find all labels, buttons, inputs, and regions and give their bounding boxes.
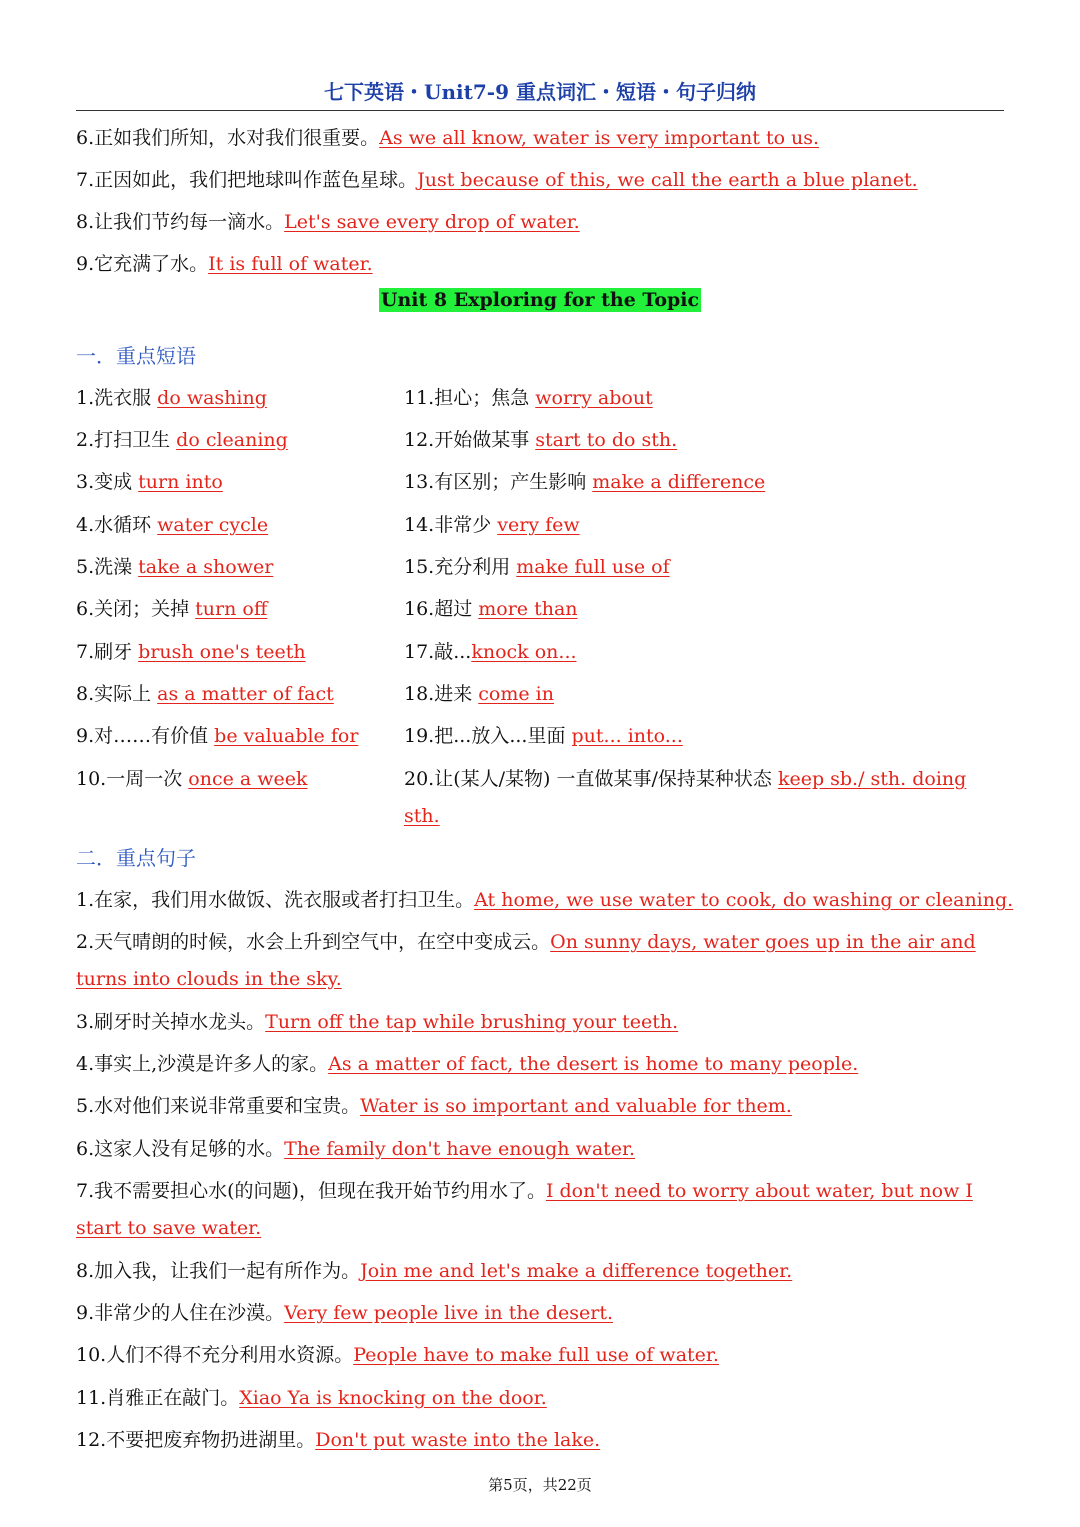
phrase-answer: water cycle [157,514,269,536]
phrase-zh: 9.对……有价值 [76,725,215,747]
phrase-answer: make a difference [592,471,766,493]
sentence-zh: 11.肖雅正在敲门。 [76,1387,240,1409]
sentence-zh: 2.天气晴朗的时候，水会上升到空气中，在空中变成云。 [76,931,551,953]
phrase-item [76,552,273,579]
phrase-item [76,383,267,410]
phrase-answer: very few [497,514,580,536]
sentence-zh: 8.加入我，让我们一起有所作为。 [76,1260,361,1282]
phrase-zh: 13.有区别；产生影响 [404,471,593,493]
sentence-answer: Turn off the tap while brushing your teeth. [265,1011,679,1033]
sentence-answer: The family don't have enough water. [284,1138,636,1160]
sentence-answer: As a matter of fact, the desert is home to many people. [328,1053,859,1075]
phrase-answer: knock on... [471,641,577,663]
phrase-answer: do washing [157,387,267,409]
page-header-title: 七下英语・Unit7-9 重点词汇・短语・句子归纳 [324,80,756,104]
sentences-heading: 二．重点句子 [76,846,196,870]
sentence-answer: People have to make full use of water. [353,1344,719,1366]
sentence-zh: 9.非常少的人住在沙漠。 [76,1302,285,1324]
phrase-answer: once a week [188,768,308,790]
phrase-zh: 20.让(某人/某物) 一直做某事/保持某种状态 [404,768,778,790]
phrase-zh: 8.实际上 [76,683,158,705]
sentence-zh: 7.正因如此，我们把地球叫作蓝色星球。 [76,169,418,191]
phrase-item [404,510,580,537]
sentence-row [76,1340,719,1367]
sentence-row [76,1176,973,1203]
phrase-answer: brush one's teeth [138,641,306,663]
sentence-row [76,885,1013,912]
sentence-answer: Xiao Ya is knocking on the door. [239,1387,547,1409]
phrase-item [76,594,267,621]
sentence-row [76,1049,858,1076]
sentence-answer: Water is so important and valuable for them. [360,1095,792,1117]
sentence-answer: At home, we use water to cook, do washing or cleaning. [474,889,1014,911]
sentence-continuation [76,968,342,990]
phrase-item [404,594,578,621]
unit-title [0,289,1080,311]
sentence-answer: It is full of water. [208,253,373,275]
phrase-zh: 19.把...放入...里面 [404,725,572,747]
sentence-zh: 4.事实上,沙漠是许多人的家。 [76,1053,329,1075]
phrase-item [76,764,308,791]
phrase-answer: turn off [195,598,268,620]
phrase-zh: 18.进来 [404,683,479,705]
sentence-zh: 12.不要把废弃物扔进湖里。 [76,1429,316,1451]
phrase-answer: take a shower [138,556,274,578]
phrases-heading: 一．重点短语 [76,344,196,368]
phrase-item [404,425,677,452]
phrase-answer: start to do sth. [535,429,678,451]
phrase-answer: turn into [138,471,223,493]
sentence-row [76,1091,792,1118]
sentence-zh: 9.它充满了水。 [76,253,209,275]
phrase-item [404,721,683,748]
phrase-answer: make full use of [516,556,670,578]
sentence-zh: 8.让我们节约每一滴水。 [76,211,285,233]
sentence-row [76,123,819,150]
phrase-zh: 12.开始做某事 [404,429,536,451]
sentence-row [76,1298,613,1325]
sentence-answer: turns into clouds in the sky. [76,968,342,990]
phrase-answer: be valuable for [214,725,359,747]
phrase-zh: 2.打扫卫生 [76,429,177,451]
sentence-answer: Very few people live in the desert. [284,1302,614,1324]
phrase-answer: worry about [535,387,653,409]
unit-title-text: Unit 8 Exploring for the Topic [380,289,700,311]
sentence-row [76,927,976,954]
header-divider [76,110,1004,111]
phrase-zh: 3.变成 [76,471,139,493]
phrase-answer: do cleaning [176,429,288,451]
phrase-zh: 1.洗衣服 [76,387,158,409]
phrase-answer: keep sb./ sth. doing [777,768,967,790]
phrase-item-continuation [404,805,440,827]
sentence-zh: 3.刷牙时关掉水龙头。 [76,1011,266,1033]
sentence-zh: 6.这家人没有足够的水。 [76,1138,285,1160]
sentence-row [76,1425,600,1452]
sentence-answer: Let's save every drop of water. [284,211,580,233]
sentence-answer: Just because of this, we call the earth a blue planet. [417,169,918,191]
phrase-answer: put... into... [571,725,683,747]
sentence-zh: 10.人们不得不充分利用水资源。 [76,1344,354,1366]
sentence-zh: 1.在家，我们用水做饭、洗衣服或者打扫卫生。 [76,889,475,911]
sentence-answer: Don't put waste into the lake. [315,1429,601,1451]
phrase-answer: more than [478,598,578,620]
sentence-zh: 7.我不需要担心水(的问题)，但现在我开始节约用水了。 [76,1180,546,1202]
phrase-item [404,467,765,494]
phrase-zh: 16.超过 [404,598,479,620]
sentence-answer: On sunny days, water goes up in the air and [550,931,976,953]
phrase-item [404,637,577,664]
phrase-zh: 11.担心；焦急 [404,387,536,409]
phrase-zh: 4.水循环 [76,514,158,536]
phrase-item [76,637,306,664]
sentence-answer: As we all know, water is very important to us. [379,127,820,149]
phrase-item [76,510,268,537]
phrase-zh: 14.非常少 [404,514,498,536]
phrase-answer: come in [478,683,554,705]
phrase-item [76,679,334,706]
phrase-answer: sth. [404,805,440,827]
phrase-zh: 7.刷牙 [76,641,139,663]
sentence-row [76,249,373,276]
sentence-zh: 6.正如我们所知，水对我们很重要。 [76,127,380,149]
sentence-row [76,1256,792,1283]
phrase-item [76,467,223,494]
phrase-item [404,679,554,706]
phrase-zh: 5.洗澡 [76,556,139,578]
sentence-answer: Join me and let's make a difference together. [360,1260,793,1282]
phrase-item [404,383,653,410]
phrase-zh: 6.关闭；关掉 [76,598,196,620]
phrase-zh: 10.一周一次 [76,768,189,790]
sentence-row [76,165,918,192]
sentence-row [76,1134,635,1161]
page-number: 第5页，共22页 [488,1476,592,1494]
sentence-row [76,1383,547,1410]
sentence-continuation [76,1217,261,1239]
sentence-row [76,1007,678,1034]
phrase-item [76,425,288,452]
sentence-answer: start to save water. [76,1217,262,1239]
phrase-zh: 17.敲... [404,641,472,663]
phrase-zh: 15.充分利用 [404,556,517,578]
sentence-answer: I don't need to worry about water, but now I [545,1180,973,1202]
phrase-item [404,552,670,579]
phrase-item [404,764,966,791]
phrase-answer: as a matter of fact [157,683,334,705]
phrase-item [76,721,358,748]
sentence-zh: 5.水对他们来说非常重要和宝贵。 [76,1095,361,1117]
sentence-row [76,207,580,234]
